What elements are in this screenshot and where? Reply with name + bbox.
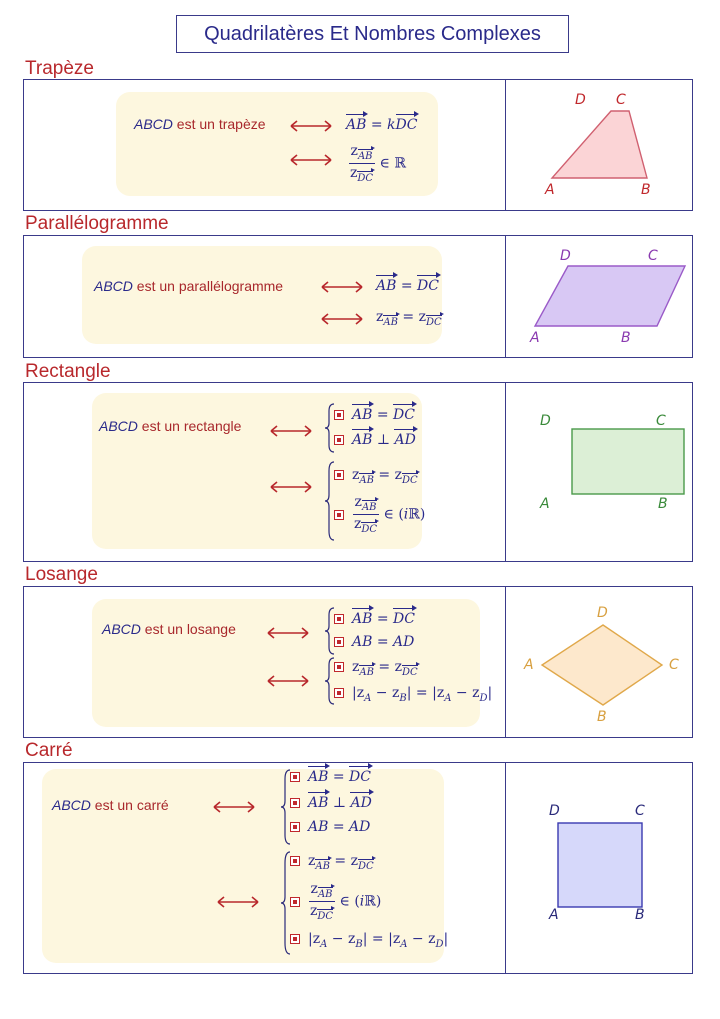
vertex-label: B <box>621 330 631 346</box>
section-title-parallelogramme: Parallélogramme <box>25 213 169 234</box>
panel-trapeze <box>23 79 693 211</box>
vertex-label: C <box>635 803 645 819</box>
formula-background <box>92 599 480 727</box>
parallelogramme-statement <box>94 278 283 294</box>
vertex-label: A <box>530 330 540 346</box>
panel-divider <box>505 587 506 737</box>
carre-complex-equal: $z_{AB} = z_{DC}$ <box>290 853 374 872</box>
equivalence-arrow-icon <box>269 425 313 437</box>
vertex-label: A <box>524 657 534 673</box>
panel-carre <box>23 762 693 974</box>
vertex-label: B <box>658 496 668 512</box>
carre-vector-equal: AB = DC <box>290 769 371 785</box>
vertex-label: D <box>540 413 551 429</box>
trapeze-complex-relation: $\frac{z_{AB}}{z_{DC}}$ ∈ ℝ <box>350 143 406 184</box>
parallelogramme-complex-relation: $z_{AB} = z_{DC}$ <box>376 309 442 328</box>
bullet-icon <box>290 772 300 782</box>
statement-abcd: ABCD <box>99 418 138 434</box>
bullet-icon <box>290 822 300 832</box>
formula-background <box>82 246 442 344</box>
panel-parallelogramme <box>23 235 693 358</box>
statement-abcd: ABCD <box>94 278 133 294</box>
panel-divider <box>505 383 506 561</box>
page-title: Quadrilatères Et Nombres Complexes <box>176 15 569 53</box>
losange-length-equal: AB = AD <box>334 634 414 650</box>
carre-statement <box>52 797 169 813</box>
statement-abcd: ABCD <box>52 797 91 813</box>
carre-length-equal: AB = AD <box>290 819 370 835</box>
vertex-label: D <box>549 803 560 819</box>
rectangle-complex-ratio: $\frac{z_{AB}}{z_{DC}}$ ∈ (iℝ) <box>334 494 425 535</box>
statement-text: est un rectangle <box>141 418 242 434</box>
equivalence-arrow-icon <box>269 481 313 493</box>
vertex-label: C <box>656 413 666 429</box>
panel-rectangle <box>23 382 693 562</box>
equivalence-arrow-icon <box>216 896 260 908</box>
losange-vector-equal: AB = DC <box>334 611 415 627</box>
rectangle-statement <box>99 418 241 434</box>
bullet-icon <box>334 662 344 672</box>
carre-vector-perpendicular: AB ⊥ AD <box>290 795 372 811</box>
panel-divider <box>505 763 506 973</box>
losange-modulus-equal: $|z_A - z_B| = |z_A - z_D|$ <box>334 685 492 704</box>
bullet-icon <box>334 637 344 647</box>
carre-modulus-equal: $|z_A - z_B| = |z_A - z_D|$ <box>290 931 448 950</box>
section-title-rectangle: Rectangle <box>25 361 111 382</box>
vertex-label: D <box>560 248 571 264</box>
section-title-losange: Losange <box>25 564 98 585</box>
section-title-carre: Carré <box>25 740 73 761</box>
vertex-label: B <box>597 709 607 725</box>
vertex-label: C <box>616 92 626 108</box>
vertex-label: B <box>635 907 645 923</box>
bullet-icon <box>290 934 300 944</box>
vertex-label: C <box>669 657 679 673</box>
vertex-label: C <box>648 248 658 264</box>
bullet-icon <box>290 897 300 907</box>
section-title-trapeze: Trapèze <box>25 58 94 79</box>
equivalence-arrow-icon <box>320 313 364 325</box>
carre-figure <box>524 773 684 933</box>
equivalence-arrow-icon <box>212 801 256 813</box>
rectangle-vector-equal: AB = DC <box>334 407 415 423</box>
parallelogramme-vector-relation: AB = DC <box>376 278 439 294</box>
equivalence-arrow-icon <box>289 120 333 132</box>
rectangle-figure <box>524 393 684 503</box>
bullet-icon <box>290 798 300 808</box>
statement-abcd: ABCD <box>102 621 141 637</box>
statement-abcd: ABCD <box>134 116 173 132</box>
statement-text: est un carré <box>94 797 169 813</box>
statement-text: est un losange <box>144 621 236 637</box>
bullet-icon <box>334 410 344 420</box>
bullet-icon <box>334 688 344 698</box>
statement-text: est un parallélogramme <box>136 278 284 294</box>
carre-complex-ratio: $\frac{z_{AB}}{z_{DC}}$ ∈ (iℝ) <box>290 881 381 922</box>
vertex-label: B <box>641 182 651 198</box>
bullet-icon <box>334 470 344 480</box>
panel-losange <box>23 586 693 738</box>
vertex-label: A <box>540 496 550 512</box>
bullet-icon <box>334 435 344 445</box>
equivalence-arrow-icon <box>266 675 310 687</box>
equivalence-arrow-icon <box>320 281 364 293</box>
losange-complex-equal: $z_{AB} = z_{DC}$ <box>334 659 418 678</box>
rectangle-complex-equal: $z_{AB} = z_{DC}$ <box>334 467 418 486</box>
bullet-icon <box>334 510 344 520</box>
panel-divider <box>505 236 506 357</box>
equivalence-arrow-icon <box>289 154 333 166</box>
panel-divider <box>505 80 506 210</box>
vertex-label: D <box>597 605 608 621</box>
vertex-label: A <box>549 907 559 923</box>
parallelogramme-figure <box>524 246 684 346</box>
bullet-icon <box>334 614 344 624</box>
trapeze-statement <box>134 116 266 132</box>
statement-text: est un trapèze <box>176 116 266 132</box>
rectangle-vector-perpendicular: AB ⊥ AD <box>334 432 416 448</box>
losange-statement <box>102 621 236 637</box>
vertex-label: A <box>545 182 555 198</box>
bullet-icon <box>290 856 300 866</box>
vertex-label: D <box>575 92 586 108</box>
trapeze-vector-relation: AB = kDC <box>346 117 418 133</box>
equivalence-arrow-icon <box>266 627 310 639</box>
